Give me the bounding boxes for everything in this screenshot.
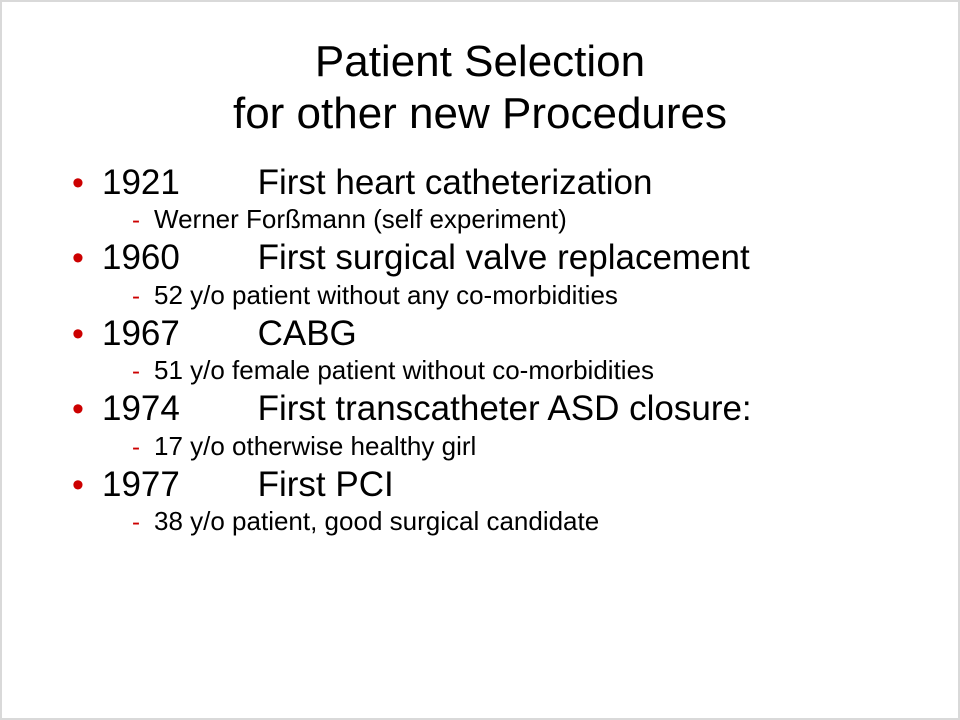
sub-bullet-row — [2, 280, 958, 311]
title-line-1: Patient Selection — [314, 37, 646, 86]
bullet-icon: • — [72, 390, 84, 429]
list-item — [2, 388, 958, 461]
sub-bullet-row — [2, 431, 958, 462]
bullet-icon: • — [72, 239, 84, 278]
dash-icon: - — [132, 282, 140, 310]
dash-icon: - — [132, 509, 140, 537]
sub-bullet-text: 38 y/o patient, good surgical candidate — [154, 506, 600, 537]
title-line-2: for other new Procedures — [232, 88, 728, 138]
list-item — [2, 313, 958, 386]
list-item — [2, 464, 958, 537]
bullet-row — [2, 388, 958, 429]
bullet-text: 1977 First PCI — [102, 464, 394, 504]
bullet-row — [2, 313, 958, 354]
sub-bullet-row — [2, 355, 958, 386]
sub-bullet-text: 52 y/o patient without any co-morbidities — [154, 279, 618, 310]
list-item — [2, 237, 958, 310]
bullet-text: 1960 First surgical valve replacement — [102, 238, 750, 278]
content-list — [2, 162, 958, 537]
bullet-text: 1921 First heart catheterization — [102, 162, 653, 202]
sub-bullet-text: 51 y/o female patient without co-morbidities — [154, 355, 655, 386]
page-title — [2, 2, 958, 140]
bullet-text: 1967 CABG — [102, 313, 357, 353]
bullet-text: 1974 First transcatheter ASD closure: — [102, 389, 752, 429]
bullet-icon: • — [72, 314, 84, 353]
dash-icon: - — [132, 433, 140, 461]
bullet-row — [2, 464, 958, 505]
list-item — [2, 162, 958, 235]
bullet-row — [2, 162, 958, 203]
sub-bullet-text: Werner Forßmann (self experiment) — [154, 204, 567, 235]
sub-bullet-row — [2, 204, 958, 235]
sub-bullet-text: 17 y/o otherwise healthy girl — [154, 430, 477, 461]
bullet-icon: • — [72, 465, 84, 504]
dash-icon: - — [132, 207, 140, 235]
bullet-icon: • — [72, 163, 84, 202]
bullet-row — [2, 237, 958, 278]
sub-bullet-row — [2, 506, 958, 537]
dash-icon: - — [132, 358, 140, 386]
